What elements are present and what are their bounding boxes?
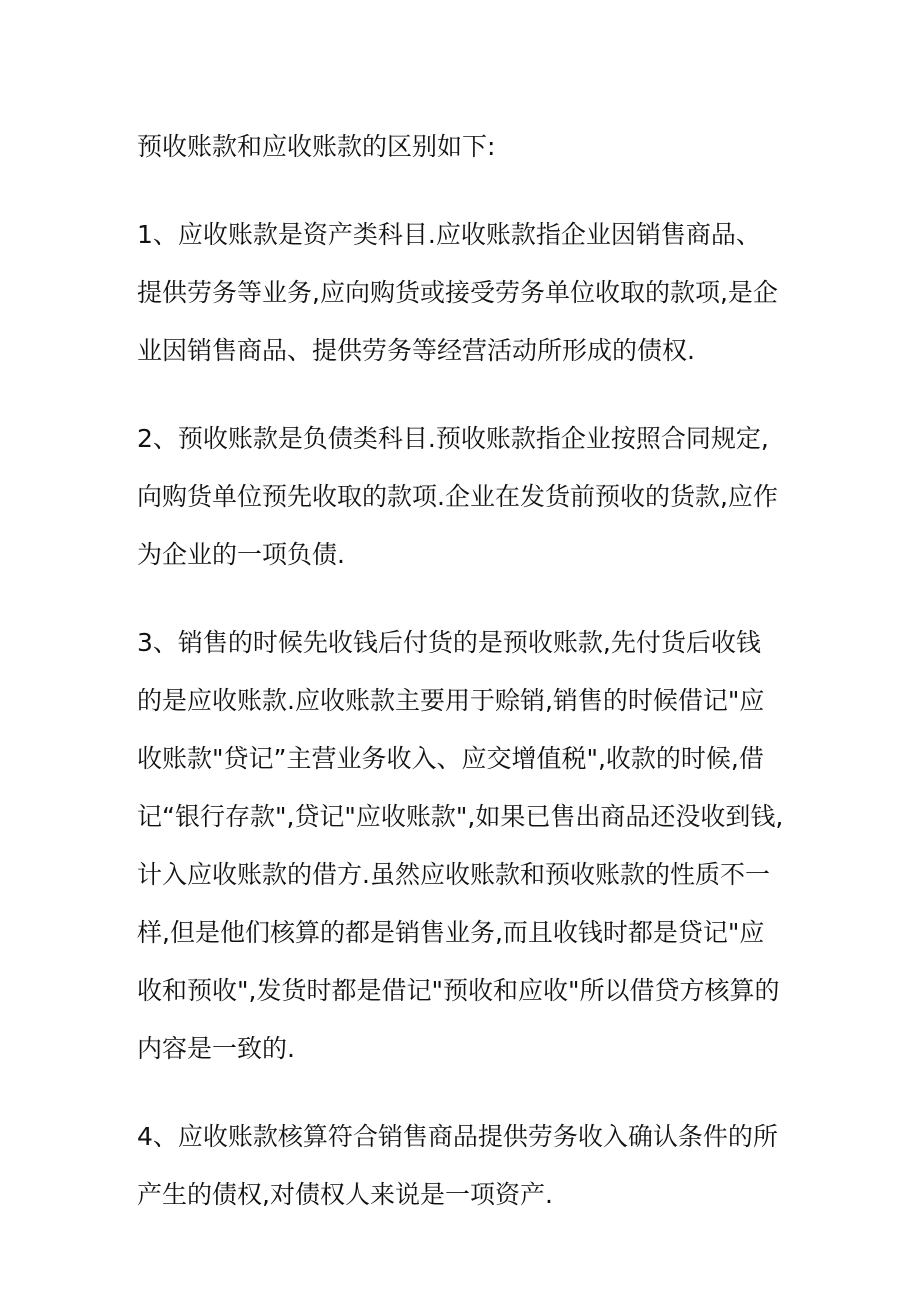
item-paragraph-3: 3、销售的时候先收钱后付货的是预收账款,先付货后收钱的是应收账款.应收账款主要用于赊销,销售的时候借记"应收账款"贷记”主营业务收入、应交增值税",收款的时候,借记“银行存款",贷记"应收账款",如果已售出商品还没收到钱,计入应收账款的借方.虽然应收账款和预收账款的性质不一样,但是他们核算的都是销售业务,而且收钱时都是贷记"应收和预收",发货时都是借记"预收和应收"所以借贷方核算的内容是一致的.: [137, 628, 784, 1063]
item-paragraph-4: 4、应收账款核算符合销售商品提供劳务收入确认条件的所产生的债权,对债权人来说是一项资产.: [137, 1122, 778, 1209]
item-paragraph-2: 2、预收账款是负债类科目.预收账款指企业按照合同规定,向购货单位预先收取的款项.企业在发货前预收的货款,应作为企业的一项负债.: [137, 424, 778, 569]
document-body: [137, 118, 785, 1254]
item-paragraph-1: 1、应收账款是资产类科目.应收账款指企业因销售商品、提供劳务等业务,应向购货或接受劳务单位收取的款项,是企业因销售商品、提供劳务等经营活动所形成的债权.: [137, 220, 778, 365]
intro-paragraph: 预收账款和应收账款的区别如下:: [137, 132, 496, 161]
